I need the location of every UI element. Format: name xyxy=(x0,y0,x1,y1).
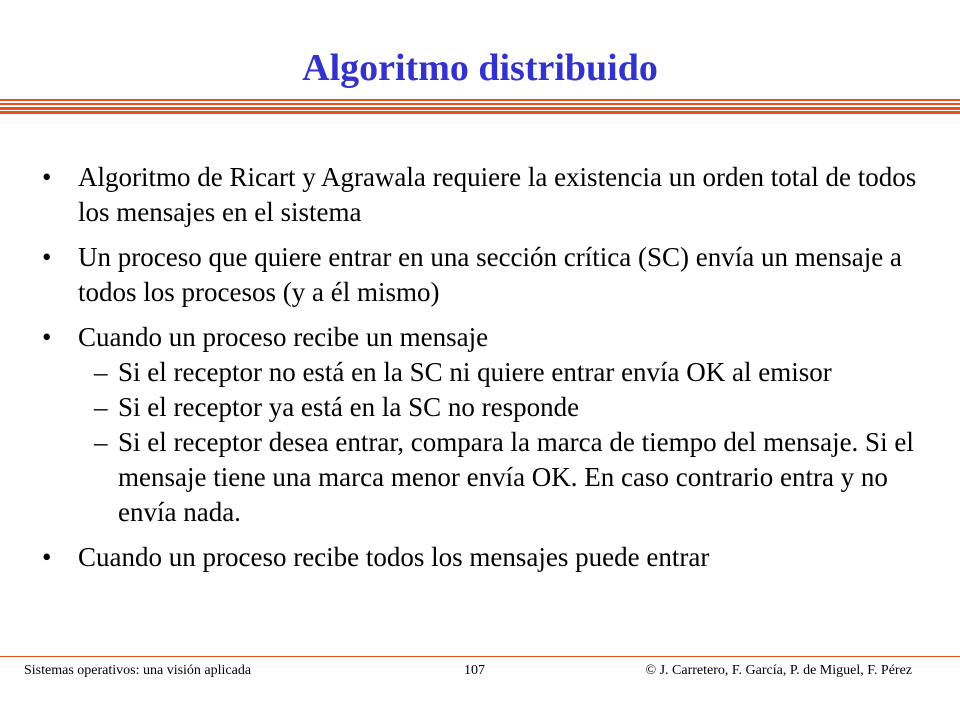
bullet-text: Cuando un proceso recibe todos los mensajes puede entrar xyxy=(78,542,710,572)
bullet-marker: • xyxy=(42,322,52,352)
bullet-text: Un proceso que quiere entrar en una sección crítica (SC) envía un mensaje a todos los procesos (y a él mismo) xyxy=(78,242,902,307)
slide-content xyxy=(42,160,942,585)
bullet-marker: • xyxy=(42,242,52,272)
sub-text: Si el receptor no está en la SC ni quiere entrar envía OK al emisor xyxy=(118,357,832,387)
sub-list xyxy=(78,355,942,530)
bullet-marker: • xyxy=(42,162,52,192)
sub-marker: – xyxy=(94,357,108,387)
bullet-item xyxy=(42,540,942,575)
bullet-text: Algoritmo de Ricart y Agrawala requiere la existencia un orden total de todos los mensajes en el sistema xyxy=(78,162,917,227)
footer-page-number: 107 xyxy=(464,663,485,678)
bullet-item xyxy=(42,160,942,230)
sub-text: Si el receptor ya está en la SC no responde xyxy=(118,392,580,422)
sub-item xyxy=(78,390,942,425)
footer-authors: © J. Carretero, F. García, P. de Miguel, F. Pérez xyxy=(645,663,912,678)
sub-item xyxy=(78,425,942,530)
bullet-marker: • xyxy=(42,542,52,572)
sub-marker: – xyxy=(94,427,108,457)
sub-marker: – xyxy=(94,392,108,422)
title-divider xyxy=(0,99,960,115)
sub-text: Si el receptor desea entrar, compara la marca de tiempo del mensaje. Si el mensaje tiene una marca menor envía OK. En caso contrario entra y no envía nada. xyxy=(118,427,914,527)
bullet-item xyxy=(42,320,942,530)
footer-divider xyxy=(0,656,960,657)
sub-item xyxy=(78,355,942,390)
footer-book-title: Sistemas operativos: una visión aplicada xyxy=(24,663,252,678)
slide-title: Algoritmo distribuido xyxy=(302,47,658,89)
bullet-text: Cuando un proceso recibe un mensaje xyxy=(78,322,489,352)
bullet-item xyxy=(42,240,942,310)
